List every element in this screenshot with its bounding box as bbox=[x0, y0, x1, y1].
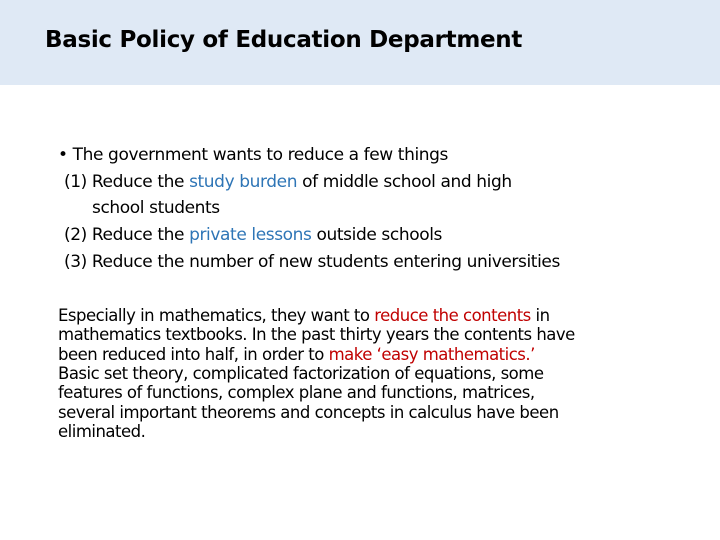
list-item-1 bbox=[64, 172, 512, 192]
para-line bbox=[58, 345, 535, 364]
text: (2) Reduce the bbox=[64, 225, 190, 245]
text: (1) Reduce the bbox=[64, 172, 190, 192]
text: been reduced into half, in order to bbox=[58, 345, 329, 364]
highlight-private-lessons: private lessons bbox=[189, 225, 312, 245]
para-line: Basic set theory, complicated factorization of equations, some bbox=[58, 364, 544, 383]
highlight-reduce-contents: reduce the contents bbox=[374, 306, 531, 325]
para-line: features of functions, complex plane and functions, matrices, bbox=[58, 383, 535, 402]
para-line: mathematics textbooks. In the past thirty years the contents have bbox=[58, 325, 575, 344]
text: in bbox=[530, 306, 550, 325]
text: outside schools bbox=[311, 225, 442, 245]
highlight-easy-math: make ‘easy mathematics.’ bbox=[328, 345, 535, 364]
list-item-1-cont: school students bbox=[92, 198, 220, 218]
list-intro: • The government wants to reduce a few things bbox=[58, 145, 448, 165]
slide-title: Basic Policy of Education Department bbox=[45, 27, 523, 53]
list-item-2 bbox=[64, 225, 442, 245]
para-line: eliminated. bbox=[58, 422, 146, 441]
text: of middle school and high bbox=[297, 172, 512, 192]
para-line: several important theorems and concepts in calculus have been bbox=[58, 403, 559, 422]
title-band bbox=[0, 0, 720, 85]
text: Especially in mathematics, they want to bbox=[58, 306, 375, 325]
para-line bbox=[58, 306, 550, 325]
highlight-study-burden: study burden bbox=[189, 172, 298, 192]
list-item-3: (3) Reduce the number of new students entering universities bbox=[64, 252, 560, 272]
